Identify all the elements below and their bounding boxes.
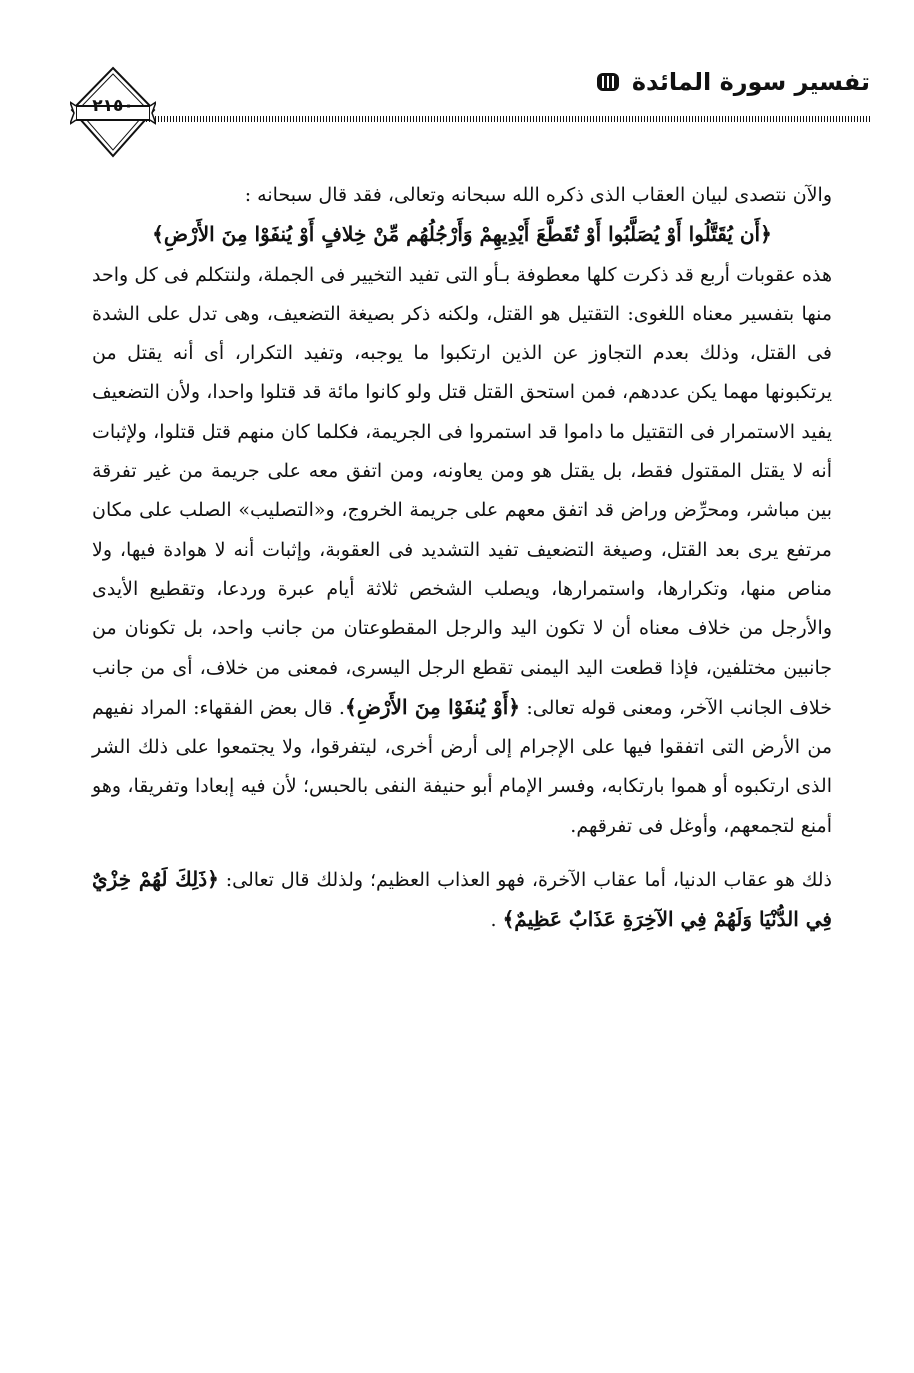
closing-verse: ﴿ذَلِكَ لَهُمْ خِزْيٌ فِي الدُّنْيَا وَلَهُمْ فِي الآخِرَةِ عَذَابٌ عَظِيمٌ﴾ — [92, 867, 832, 932]
page-body — [92, 176, 832, 941]
inline-verse: ﴿أَوْ يُنفَوْا مِنَ الأَرْضِ﴾ — [344, 694, 520, 719]
commentary-text: هذه عقوبات أربع قد ذكرت كلها معطوفة بـأو التى تفيد التخيير فى الجملة، ولنتكلم فى كل واحد منها بتفسير معناه اللغوى: التقتيل هو القتل، ولكنه ذكر بصيغة التضعيف، وهى تدل على الشدة فى القتل، وذلك بعدم التجاوز عن الذين ارتكبوا ما يوجبه، وتفيد التكرار، أى أنه يقتل من يرتكبونها مهما يكن عددهم، فمن استحق القتل قتل ولو كانوا مائة قد قتلوا واحدا، ولأن التضعيف يفيد الاستمرار فى التقتيل ما داموا قد استمروا فى الجريمة، فكلما كان منهم قتل قتلوا، ولإثبات أنه لا يقتل المقتول فقط، بل يقتل هو ومن يعاونه، ومن اتفق معه على جريمة من غير تفرقة بين مباشر، ومحرِّض وراض قد اتفق معهم على جريمة الخروج، و«التصليب» الصلب على مكان مرتفع يرى بعد القتل، وصيغة التضعيف تفيد التشديد فى العقوبة، وإثبات أنه لا هوادة فيها، ولا مناص منها، وتكرارها، واستمرارها، ويصلب الشخص ثلاثة أيام عبرة وردعا، وتقطيع الأيدى والأرجل من خلاف معناه أن لا تكون اليد والرجل المقطوعتان من جانب واحد، بل تكونان من جانبين مختلفين، فإذا قطعت اليد اليمنى تقطع الرجل اليسرى، فمعنى من خلاف، أى من جانب خلاف الجانب الآخر، ومعنى قوله تعالى: — [92, 263, 833, 719]
verse-text: ﴿أَن يُقَتَّلُوا أَوْ يُصَلَّبُوا أَوْ تُقَطَّعَ أَيْدِيهِمْ وَأَرْجُلُهُم مِّنْ خِلافٍ أَوْ يُنفَوْا مِنَ الأَرْضِ﴾ — [152, 222, 772, 247]
page-number: ٢١٥٠ — [92, 96, 134, 116]
page-number-badge — [70, 66, 156, 158]
commentary-paragraph — [92, 256, 832, 846]
ornament-icon — [596, 70, 620, 94]
commentary-text-continued: . قال بعض الفقهاء: المراد نفيهم من الأرض التى اتفقوا فيها على الإجرام إلى أرض أخرى، ليتفرقوا، ولا يجتمعوا على ذلك الشر الذى ارتكبوه أو هموا بارتكابه، وفسر الإمام أبو حنيفة النفى بالحبس؛ لأن فيه إبعادا وتفريقا، وهو أمنع لتجمعهم، وأوغل فى تفرقهم. — [92, 696, 832, 837]
running-title — [596, 62, 870, 102]
running-title-text: تفسير سورة المائدة — [631, 68, 870, 96]
page-header — [70, 62, 870, 162]
closing-period: . — [490, 909, 497, 932]
closing-paragraph — [92, 860, 832, 941]
closing-text: ذلك هو عقاب الدنيا، أما عقاب الآخرة، فهو العذاب العظيم؛ ولذلك قال تعالى: — [225, 869, 832, 892]
intro-paragraph: والآن نتصدى لبيان العقاب الذى ذكره الله سبحانه وتعالى، فقد قال سبحانه : — [244, 184, 832, 206]
quran-verse — [92, 215, 832, 255]
header-rule — [140, 116, 870, 122]
